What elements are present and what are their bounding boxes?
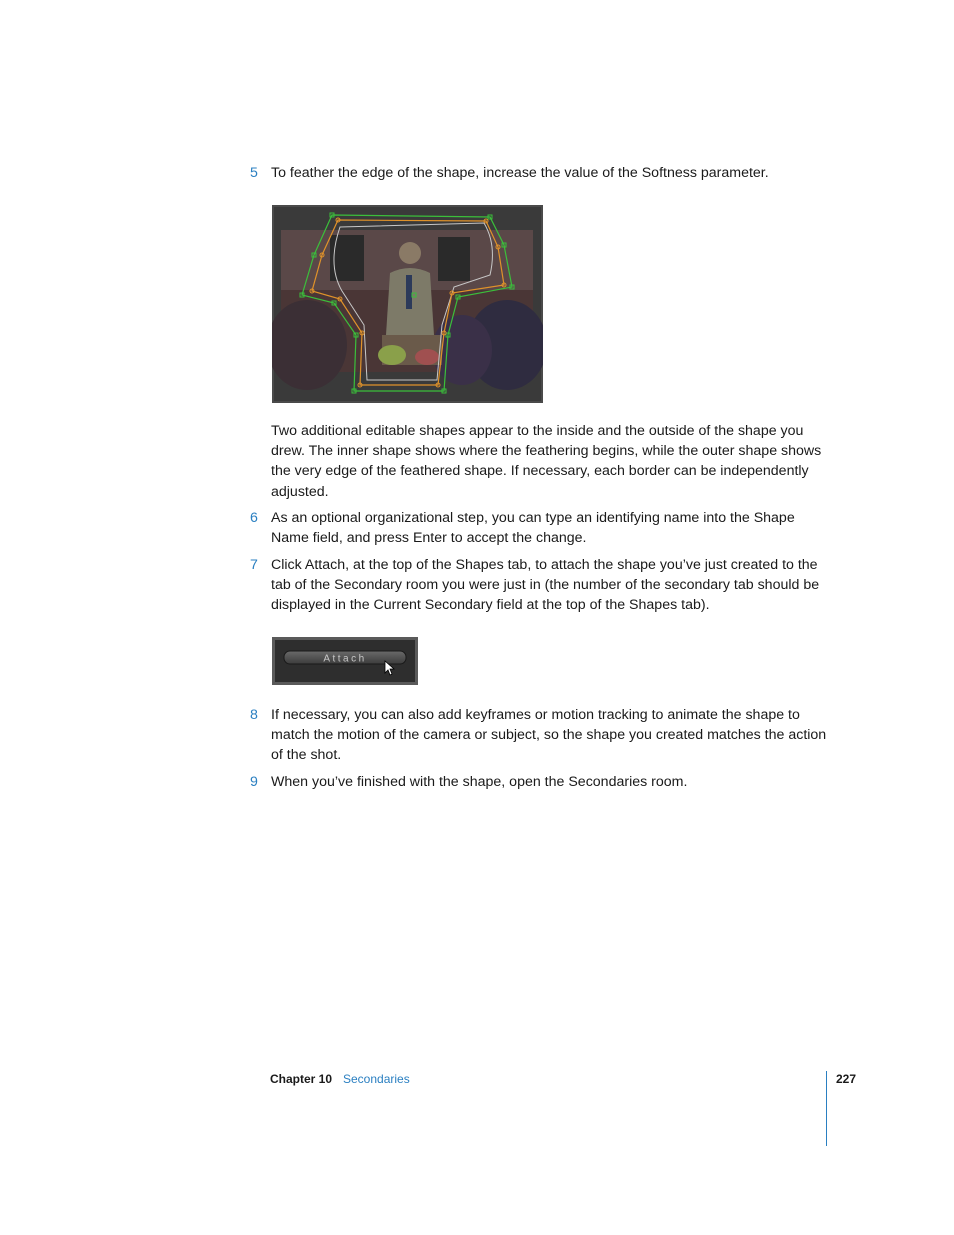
- step-number: 8: [250, 707, 258, 723]
- step-9: [250, 772, 830, 792]
- step-6: [250, 508, 830, 548]
- step-5: [250, 163, 830, 183]
- attach-button-label: Attach: [323, 653, 367, 665]
- attach-button-screenshot: [272, 637, 418, 685]
- step-8: [250, 705, 830, 766]
- explanation-paragraph: Two additional editable shapes appear to the inside and the outside of the shape you drew. The inner shape shows where the feathering begins, while the outer shape shows the very edge of the feathered shape. If necessary, each border can be independently adjusted.: [271, 423, 822, 500]
- step-text: When you’ve finished with the shape, open the Secondaries room.: [271, 774, 688, 790]
- footer-chapter: Chapter 10: [270, 1072, 333, 1086]
- step-text: Click Attach, at the top of the Shapes tab, to attach the shape you’ve just created to the tab of the Secondary room you were just in (the number of the secondary tab should be displayed in the Current Secondary field at the top of the Shapes tab).: [271, 557, 820, 614]
- step-7: [250, 555, 830, 616]
- step-text: As an optional organizational step, you can type an identifying name into the Shape Name field, and press Enter to accept the change.: [271, 510, 795, 547]
- page-number: 227: [836, 1072, 857, 1086]
- footer-section: Secondaries: [343, 1072, 410, 1086]
- footer-divider: [826, 1071, 827, 1146]
- step-number: 9: [250, 774, 258, 790]
- step-text: To feather the edge of the shape, increase the value of the Softness parameter.: [271, 165, 769, 181]
- step-text: If necessary, you can also add keyframes or motion tracking to animate the shape to match the motion of the camera or subject, so the shape you created matches the action of the shot.: [271, 707, 827, 764]
- step-number: 7: [250, 557, 258, 573]
- feathered-shape-screenshot: [272, 205, 543, 403]
- step-number: 5: [250, 165, 258, 181]
- step-number: 6: [250, 510, 258, 526]
